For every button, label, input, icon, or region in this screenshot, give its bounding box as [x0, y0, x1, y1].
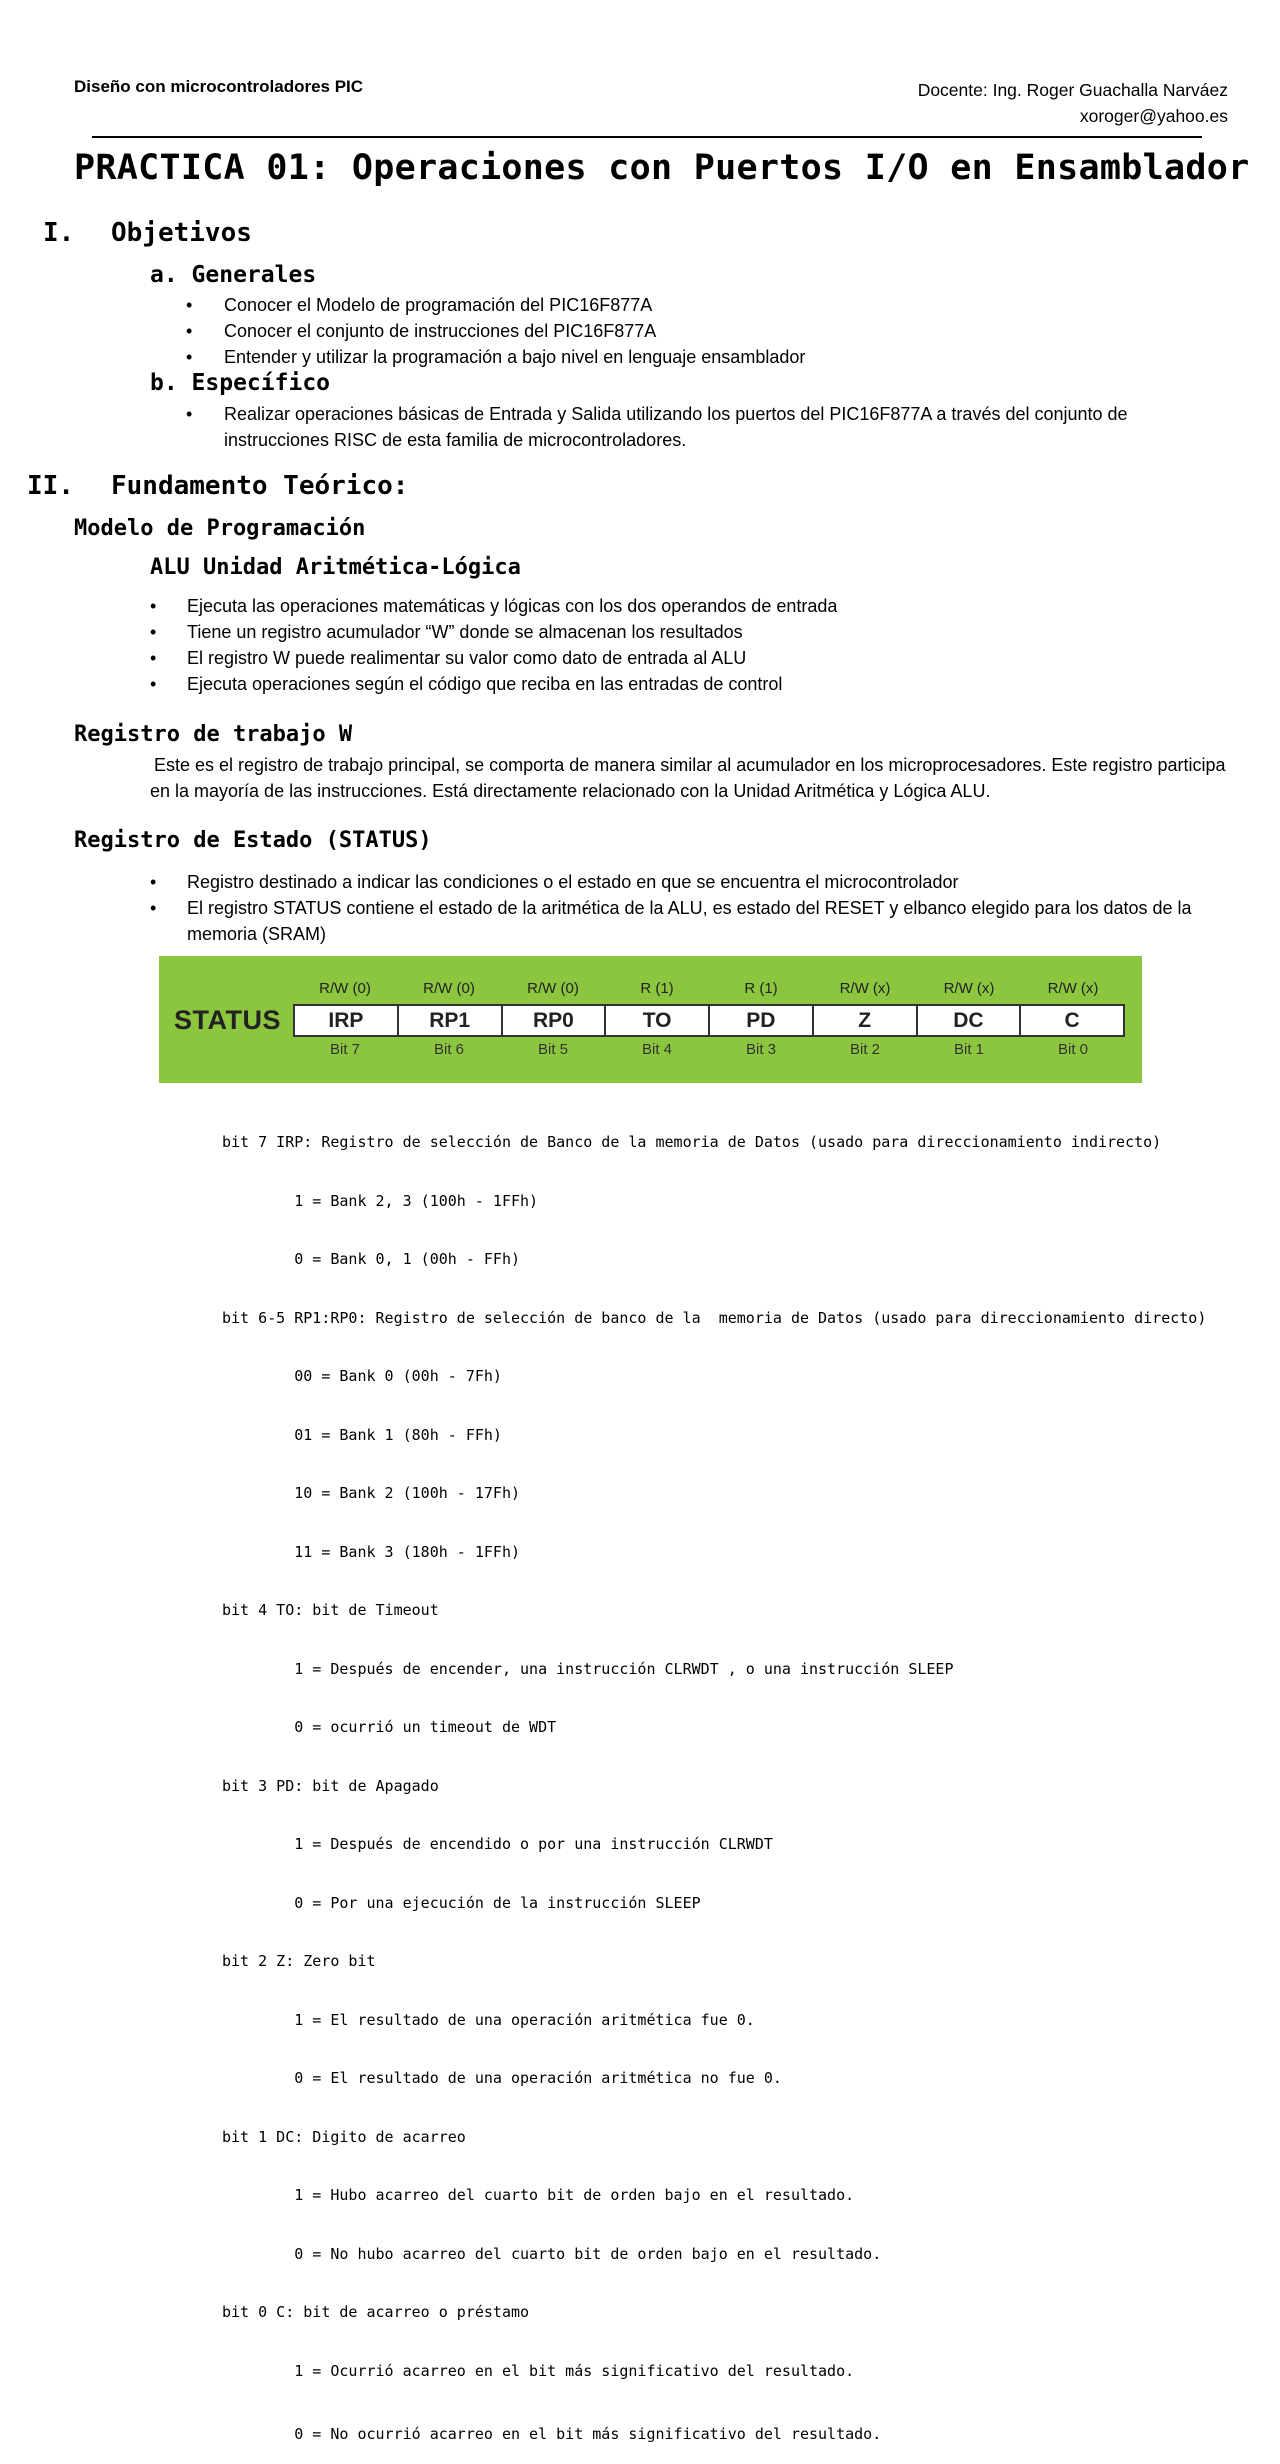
status-list — [150, 869, 1230, 947]
list-item: • Ejecuta las operaciones matemáticas y lógicas con los dos operandos de entrada — [150, 596, 838, 616]
status-register-label: STATUS — [174, 1005, 281, 1035]
section-number-1: I. — [43, 218, 75, 248]
instructor-info — [880, 77, 1228, 129]
subheading-especifico: b. Específico — [150, 370, 331, 396]
subheading-registro-w: Registro de trabajo W — [74, 722, 353, 747]
status-bits-row — [293, 1004, 1125, 1037]
bit-desc-line: 1 = Ocurrió acarreo en el bit más significativo del resultado. — [222, 2361, 855, 2380]
bit-cell-z: Z — [812, 1006, 916, 1035]
bit-position-label: Bit 2 — [849, 1041, 880, 1058]
access-label: R (1) — [640, 980, 674, 997]
bit-position-label: Bit 6 — [433, 1041, 464, 1058]
generales-list — [186, 292, 1186, 370]
bit-desc-line: 1 = Después de encender, una instrucción CLRWDT , o una instrucción SLEEP — [222, 1659, 954, 1678]
list-item: • Ejecuta operaciones según el código que reciba en las entradas de control — [150, 674, 783, 694]
section-heading-objetivos: Objetivos — [111, 218, 252, 248]
bit-position-label: Bit 7 — [329, 1041, 360, 1058]
bit-desc-line: 1 = El resultado de una operación aritmética fue 0. — [222, 2010, 755, 2029]
list-item: • El registro W puede realimentar su valor como dato de entrada al ALU — [150, 648, 747, 668]
instructor-name: Docente: Ing. Roger Guachalla Narváez — [917, 80, 1228, 100]
list-item: • Tiene un registro acumulador “W” donde se almacenan los resultados — [150, 622, 743, 642]
header-divider — [92, 136, 1202, 138]
bit-desc-line: bit 6-5 RP1:RP0: Registro de selección de banco de la memoria de Datos (usado para direccionamiento directo) — [222, 1308, 1207, 1327]
bit-desc-line: 0 = El resultado de una operación aritmética no fue 0. — [222, 2069, 782, 2087]
subheading-modelo: Modelo de Programación — [74, 516, 366, 541]
bit-desc-line: 00 = Bank 0 (00h - 7Fh) — [222, 1367, 502, 1385]
alu-list — [150, 593, 1200, 697]
list-item: • El registro STATUS contiene el estado de la aritmética de la ALU, es estado del RESET y elbanco elegido para los datos de la memoria (SRAM) — [150, 898, 1192, 944]
bit-position-row — [293, 1041, 1125, 1058]
bit-desc-line: 0 = Por una ejecución de la instrucción SLEEP — [222, 1893, 701, 1912]
access-label: R/W (0) — [527, 980, 579, 997]
access-label: R/W (x) — [839, 980, 891, 997]
access-label: R/W (0) — [423, 980, 475, 997]
bit-position-label: Bit 4 — [641, 1041, 672, 1058]
access-label: R/W (0) — [319, 980, 371, 997]
bit-desc-line: 1 = Después de encendido o por una instrucción CLRWDT — [222, 1835, 773, 1853]
bit-desc-line: bit 7 IRP: Registro de selección de Banco de la memoria de Datos (usado para direccionamiento indirecto) — [222, 1133, 1162, 1151]
bit-cell-dc: DC — [916, 1006, 1020, 1035]
bit-desc-line: bit 2 Z: Zero bit — [222, 1952, 376, 1970]
list-item: • Entender y utilizar la programación a bajo nivel en lenguaje ensamblador — [186, 347, 806, 367]
bit-desc-line: bit 3 PD: bit de Apagado — [222, 1776, 439, 1795]
list-item: • Registro destinado a indicar las condiciones o el estado en que se encuentra el microcontrolador — [150, 872, 959, 892]
registro-w-text: Este es el registro de trabajo principal, se comporta de manera similar al acumulador en los microprocesadores. Este registro participa en la mayoría de las instrucciones. Está directamente relacionado con la Unidad Aritmética y Lógica ALU. — [150, 755, 1226, 801]
bit-cell-to: TO — [604, 1006, 708, 1035]
bit-desc-line: 0 = ocurrió un timeout de WDT — [222, 1718, 557, 1736]
list-item: • Realizar operaciones básicas de Entrada y Salida utilizando los puertos del PIC16F877A a través del conjunto de instrucciones RISC de esta familia de microcontroladores. — [186, 404, 1128, 450]
section-number-2: II. — [27, 471, 74, 501]
subheading-generales: a. Generales — [150, 262, 317, 288]
bit-cell-irp: IRP — [328, 1008, 364, 1032]
bit-position-label: Bit 3 — [745, 1041, 776, 1058]
bit-desc-line: 1 = Bank 2, 3 (100h - 1FFh) — [222, 1191, 539, 1210]
bit-cell-pd: PD — [708, 1006, 812, 1035]
access-label: R (1) — [744, 980, 778, 997]
bit-desc-line: 01 = Bank 1 (80h - FFh) — [222, 1425, 502, 1444]
list-item: • Conocer el Modelo de programación del PIC16F877A — [186, 295, 653, 315]
bit-desc-line: 1 = Hubo acarreo del cuarto bit de orden bajo en el resultado. — [222, 2186, 855, 2204]
especifico-list — [186, 401, 1186, 453]
course-title: Diseño con microcontroladores PIC — [74, 77, 364, 96]
access-label: R/W (x) — [1047, 980, 1099, 997]
bit-desc-line: 0 = Bank 0, 1 (00h - FFh) — [222, 1250, 521, 1268]
access-row — [293, 980, 1125, 997]
bit-position-label: Bit 0 — [1057, 1041, 1088, 1058]
bit-cell-rp1: RP1 — [397, 1006, 501, 1035]
bit-desc-line: bit 0 C: bit de acarreo o préstamo — [222, 2303, 530, 2321]
page-title: PRACTICA 01: Operaciones con Puertos I/O en Ensamblador — [74, 148, 1250, 188]
access-label: R/W (x) — [943, 980, 995, 997]
bit-desc-line: 0 = No ocurrió acarreo en el bit más significativo del resultado. — [222, 2425, 882, 2443]
section-heading-fundamento: Fundamento Teórico: — [111, 471, 409, 501]
bit-cell-rp0: RP0 — [501, 1006, 605, 1035]
subheading-alu: ALU Unidad Aritmética-Lógica — [150, 555, 521, 580]
bit-cell-c: C — [1019, 1006, 1123, 1035]
bit-desc-line: bit 1 DC: Digito de acarreo — [222, 2127, 466, 2146]
bit-desc-line: 0 = No hubo acarreo del cuarto bit de orden bajo en el resultado. — [222, 2244, 882, 2263]
bit-descriptions — [222, 1094, 1206, 2464]
list-item: • Conocer el conjunto de instrucciones del PIC16F877A — [186, 321, 657, 341]
bit-position-label: Bit 1 — [953, 1041, 984, 1058]
subheading-status: Registro de Estado (STATUS) — [74, 828, 432, 853]
bit-position-label: Bit 5 — [537, 1041, 568, 1058]
instructor-email: xoroger@yahoo.es — [1079, 106, 1228, 126]
bit-desc-line: bit 4 TO: bit de Timeout — [222, 1601, 439, 1619]
bit-desc-line: 10 = Bank 2 (100h - 17Fh) — [222, 1484, 521, 1502]
bit-desc-line: 11 = Bank 3 (180h - 1FFh) — [222, 1542, 521, 1561]
